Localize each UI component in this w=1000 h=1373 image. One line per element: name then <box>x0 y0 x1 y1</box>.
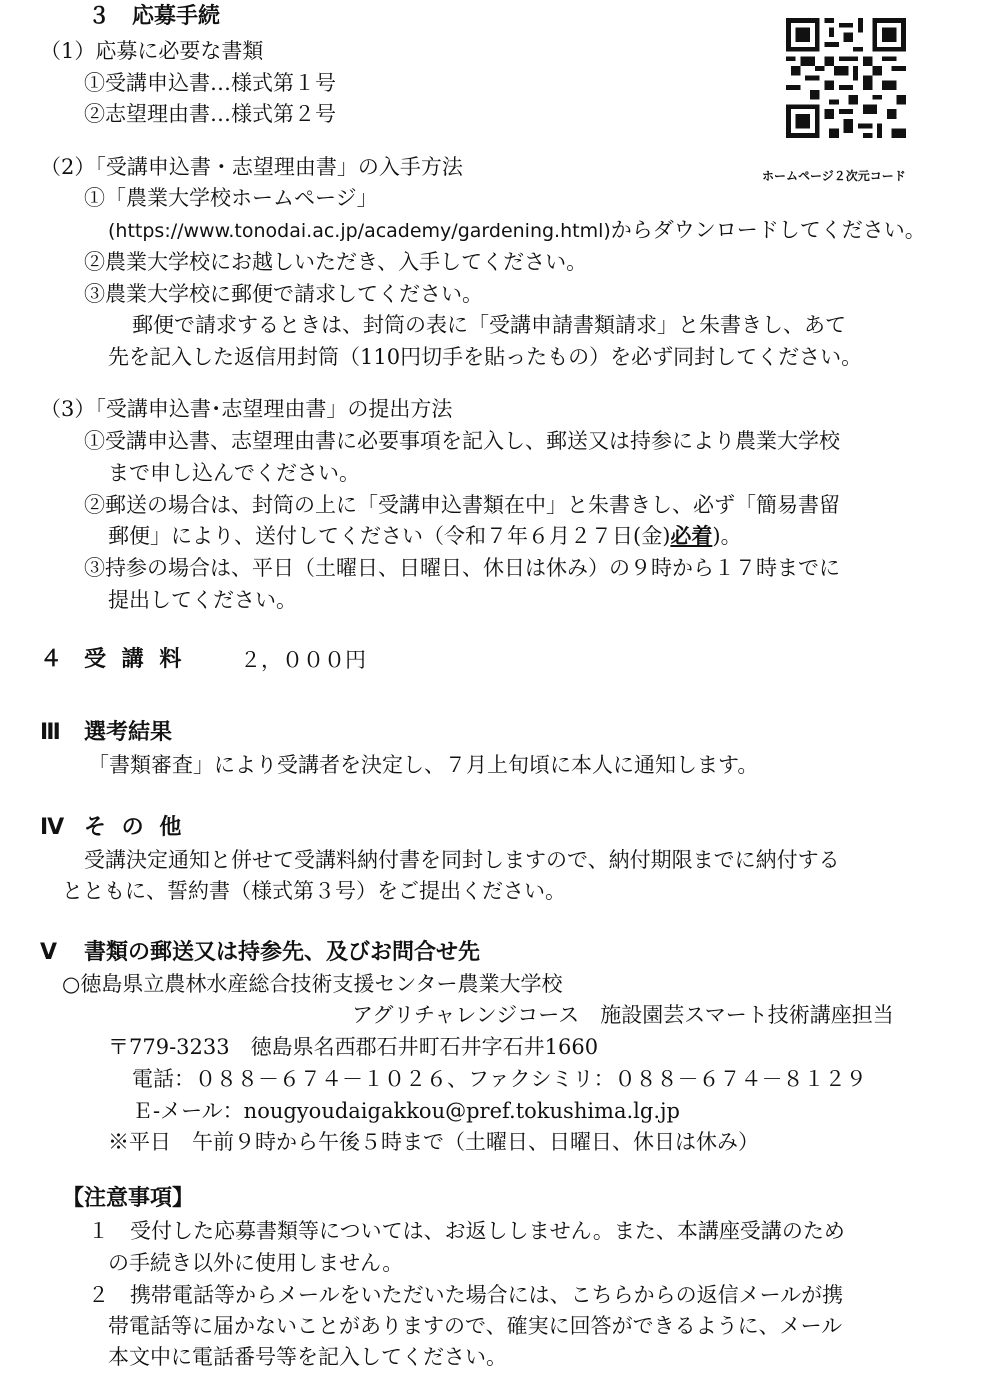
section-4-number: ４ <box>40 647 63 672</box>
submit-item-1a: ①受講申込書、志望理由書に必要事項を記入し、郵送又は持参により農業大学校 <box>84 429 840 453</box>
note-1a: １ 受付した応募書類等については、お返ししません。また、本講座受講のため <box>88 1219 845 1243</box>
download-item-3: ③農業大学校に郵便で請求してください。 <box>84 282 483 306</box>
submit-item-3a: ③持参の場合は、平日（土曜日、日曜日、休日は休み）の９時から１７時までに <box>84 556 840 580</box>
subsection-2-title: （2）「受講申込書・志望理由書」の入手方法 <box>40 155 463 179</box>
fee-value: ２，０００円 <box>240 648 366 672</box>
contact-email[interactable]: Ｅ-メール：nougyoudaigakkou@pref.tokushima.lg.jp <box>132 1099 680 1123</box>
homepage-url-link[interactable]: (https://www.tonodai.ac.jp/academy/gardening.html) <box>108 220 611 242</box>
section-4-title: 受 講 料 <box>84 647 186 672</box>
submit-item-2b-text: 郵便」により、送付してください（令和７年６月２７日(金) <box>108 524 671 548</box>
section-3-title: ３ 応募手続 <box>88 4 221 29</box>
contact-department: アグリチャレンジコース 施設園芸スマート技術講座担当 <box>352 1003 894 1027</box>
download-item-2: ②農業大学校にお越しいただき、入手してください。 <box>84 250 588 274</box>
download-item-3-note-2: 先を記入した返信用封筒（110円切手を貼ったもの）を必ず同封してください。 <box>108 345 863 369</box>
section-iii-number: Ⅲ <box>40 720 61 745</box>
section-iv-number: Ⅳ <box>40 815 65 840</box>
contact-organization: ○徳島県立農林水産総合技術支援センター農業大学校 <box>62 972 563 996</box>
contact-hours: ※平日 午前９時から午後５時まで（土曜日、日曜日、休日は休み） <box>108 1130 759 1154</box>
selection-result-text: 「書類審査」により受講者を決定し、７月上旬頃に本人に通知します。 <box>88 753 759 777</box>
submit-item-2b-tail: )。 <box>712 524 742 548</box>
submit-item-2a: ②郵送の場合は、封筒の上に「受講申込書類在中」と朱書きし、必ず「簡易書留 <box>84 493 840 517</box>
note-2c: 本文中に電話番号等を記入してください。 <box>108 1345 507 1369</box>
submit-item-2b <box>108 521 742 551</box>
doc-item-2: ②志望理由書…様式第２号 <box>84 102 336 126</box>
contact-phone: 電話：０８８－６７４－１０２６、ファクシミリ：０８８－６７４－８１２９ <box>132 1067 867 1091</box>
section-iii-title: 選考結果 <box>84 720 173 745</box>
note-2b: 帯電話等に届かないことがありますので、確実に回答ができるように、メール <box>108 1314 843 1338</box>
other-text-2: とともに、誓約書（様式第３号）をご提出ください。 <box>62 879 566 903</box>
other-text-1: 受講決定通知と併せて受講料納付書を同封しますので、納付期限までに納付する <box>84 848 840 872</box>
section-iv-title: そ の 他 <box>84 815 186 840</box>
submit-item-3b: 提出してください。 <box>108 588 297 612</box>
subsection-1-title: （1）応募に必要な書類 <box>40 39 264 63</box>
section-v-title: 書類の郵送又は持参先、及びお問合せ先 <box>84 940 481 965</box>
submit-item-1b: まで申し込んでください。 <box>108 461 360 485</box>
qr-code-icon[interactable] <box>786 18 906 138</box>
download-url-tail: からダウンロードしてください。 <box>610 218 926 242</box>
note-1b: の手続き以外に使用しません。 <box>108 1251 404 1275</box>
contact-address: 〒779-3233 徳島県名西郡石井町石井字石井1660 <box>108 1035 599 1059</box>
subsection-3-title: （3）「受講申込書･志望理由書」の提出方法 <box>40 397 453 421</box>
section-v-number: Ⅴ <box>40 940 58 965</box>
qr-caption: ホームページ２次元コード <box>762 169 906 183</box>
download-url-line <box>108 215 926 246</box>
must-arrive-emphasis: 必着 <box>670 524 713 548</box>
download-item-1: ①「農業大学校ホームページ」 <box>84 186 378 210</box>
download-item-3-note-1: 郵便で請求するときは、封筒の表に「受講申請書類請求」と朱書きし、あて <box>132 313 846 337</box>
doc-item-1: ①受講申込書…様式第１号 <box>84 71 336 95</box>
notes-title: 【注意事項】 <box>62 1186 195 1211</box>
note-2a: ２ 携帯電話等からメールをいただいた場合には、こちらからの返信メールが携 <box>88 1283 844 1307</box>
